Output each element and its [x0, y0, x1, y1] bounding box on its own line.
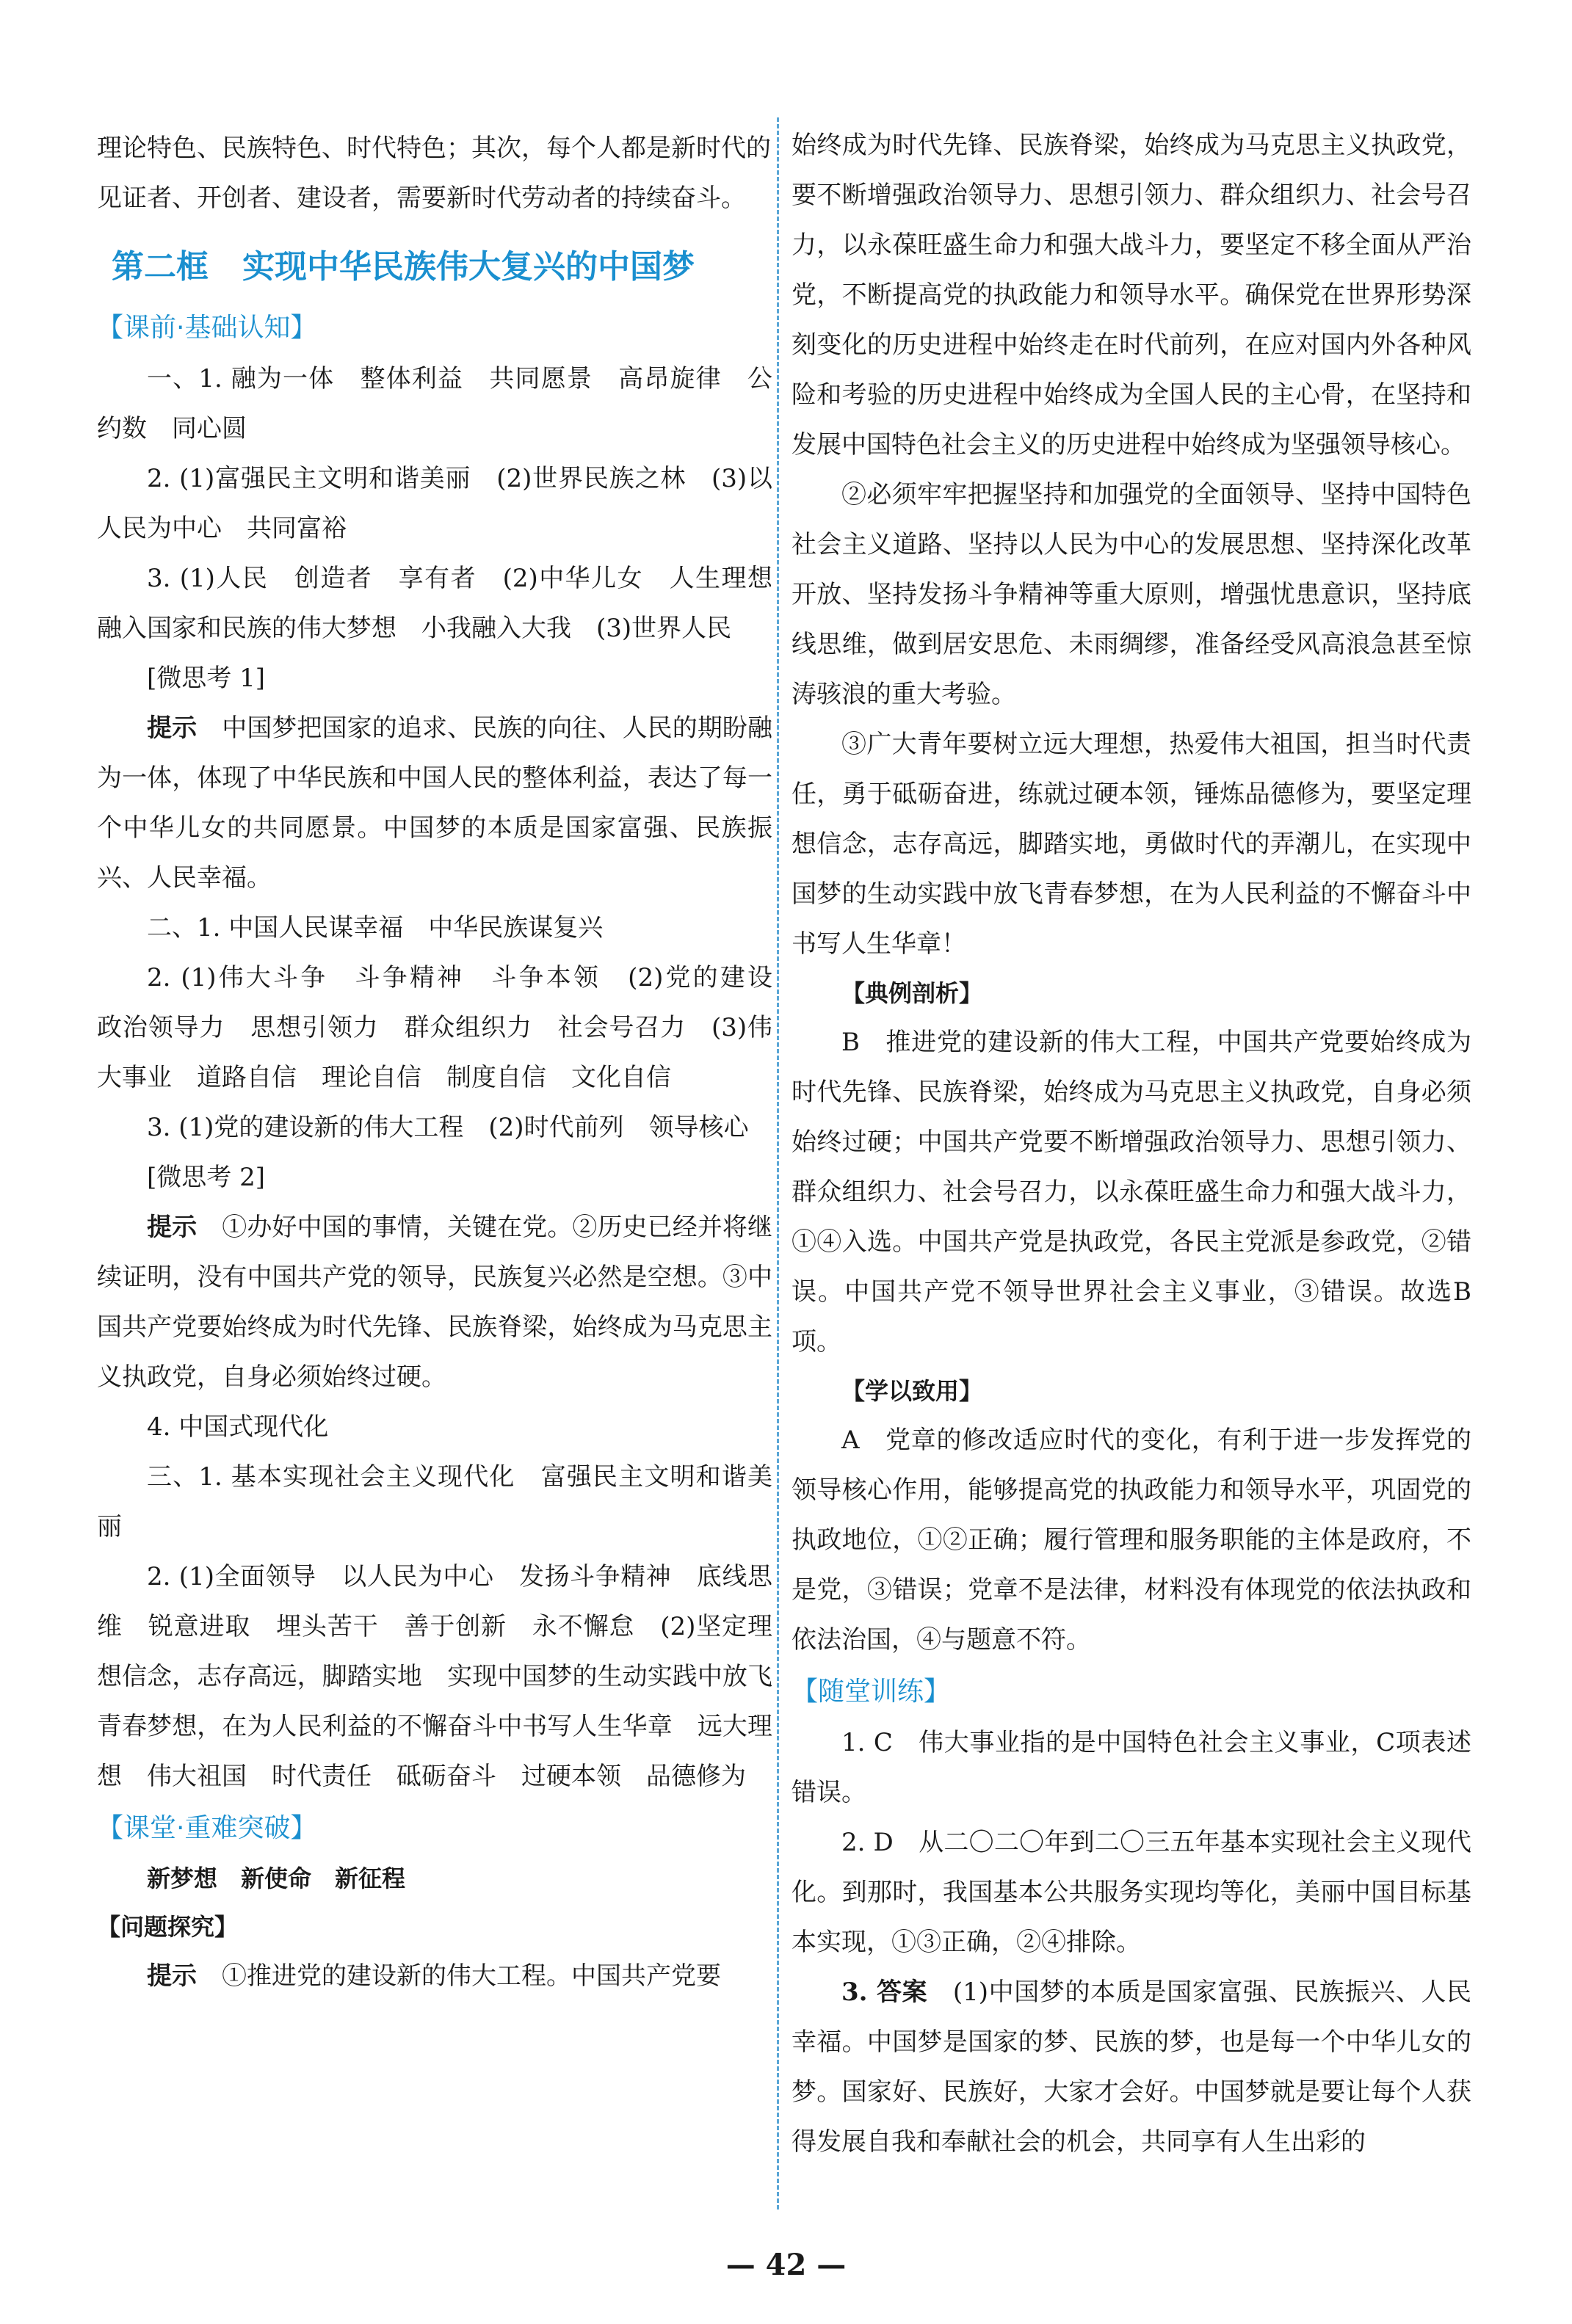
answer-1-3: 3. (1)人民 创造者 享有者 (2)中华儿女 人生理想融入国家和民族的伟大梦想 小我融入大我 (3)世界人民	[97, 564, 772, 643]
lesson-title	[112, 238, 772, 297]
probe-text: ①推进党的建设新的伟大工程。中国共产党要	[222, 1961, 721, 1991]
answer-2-2: 2. (1)伟大斗争 斗争精神 斗争本领 (2)党的建设 政治领导力 思想引领力 群众组织力 社会号召力 (3)伟大事业 道路自信 理论自信 制度自信 文化自信	[97, 963, 797, 1092]
tip-label: 提示	[147, 1961, 197, 1991]
probe-point-2: ②必须牢牢把握坚持和加强党的全面领导、坚持中国特色社会主义道路、坚持以人民为中心的发展思想、坚持深化改革开放、坚持发扬斗争精神等重大原则，增强忧患意识，坚持底线思维，做到居安思危、未雨绸缪，准备经受风高浪急甚至惊涛骇浪的重大考验。	[792, 480, 1471, 709]
lesson-heading: 实现中华民族伟大复兴的中国梦	[242, 248, 695, 286]
intro-line-1: 理论特色、民族特色、时代特色；其次，每个人都是新时代的	[97, 134, 771, 163]
heading-case: 【典例剖析】	[841, 979, 983, 1007]
training-2: 2. D 从二〇二〇年到二〇三五年基本实现社会主义现代化。到那时，我国基本公共服务实现均等化，美丽中国目标基本实现，①③正确，②④排除。	[792, 1828, 1471, 1957]
answer-3-1: 三、1. 基本实现社会主义现代化 富强民主文明和谐美丽	[97, 1462, 772, 1542]
tip-label: 提示	[147, 713, 198, 743]
section-class: 【课堂·重难突破】	[97, 1813, 317, 1843]
training-3	[792, 1967, 1471, 2167]
case-analysis: B 推进党的建设新的伟大工程，中国共产党要始终成为时代先锋、民族脊梁，始终成为马克思主义执政党，自身必须始终过硬；中国共产党要不断增强政治领导力、思想引领力、群众组织力、社会号召力，以永葆旺盛生命力和强大战斗力，①④入选。中国共产党是执政党，各民主党派是参政党，②错误。中国共产党不领导世界社会主义事业，③错误。故选B项。	[792, 1028, 1471, 1357]
heading-probe: 【问题探究】	[97, 1913, 239, 1941]
answer-1-1: 一、1. 融为一体 整体利益 共同愿景 高昂旋律 公约数 同心圆	[97, 364, 772, 443]
probe-continued: 始终成为时代先锋、民族脊梁，始终成为马克思主义执政党，要不断增强政治领导力、思想引领力、群众组织力、社会号召力，以永葆旺盛生命力和强大战斗力，要坚定不移全面从严治党，不断提高党的执政能力和领导水平。确保党在世界形势深刻变化的历史进程中始终走在时代前列，在应对国内外各种风险和考验的历史进程中始终成为全国人民的主心骨，在坚持和发展中国特色社会主义的历史进程中始终成为坚强领导核心。	[792, 131, 1471, 460]
training-3-text: (1)中国梦的本质是国家富强、民族振兴、人民幸福。中国梦是国家的梦、民族的梦，也是每一个中华儿女的梦。国家好、民族好，大家才会好。中国梦就是要让每个人获得发展自我和奉献社会的机会，共同享有人生出彩的	[792, 1978, 1472, 2157]
think-2-label: [微思考 2]	[147, 1163, 265, 1192]
section-training: 【随堂训练】	[792, 1677, 951, 1707]
answer-label: 3. 答案	[841, 1978, 928, 2007]
training-1: 1. C 伟大事业指的是中国特色社会主义事业，C项表述错误。	[792, 1728, 1471, 1807]
lesson-label: 第二框	[112, 248, 209, 286]
section-basic: 【课前·基础认知】	[97, 313, 317, 343]
think-2-answer	[97, 1202, 772, 1402]
right-column	[792, 120, 1471, 2167]
think-1-text: 中国梦把国家的追求、民族的向往、人民的期盼融为一体，体现了中华民族和中国人民的整体利益，表达了每一个中华儿女的共同愿景。中国梦的本质是国家富强、民族振兴、人民幸福。	[97, 713, 773, 893]
heading-new-dream: 新梦想 新使命 新征程	[147, 1864, 406, 1892]
apply-analysis: A 党章的修改适应时代的变化，有利于进一步发挥党的领导核心作用，能够提高党的执政能力和领导水平，巩固党的执政地位，①②正确；履行管理和服务职能的主体是政府，不是党，③错误；党章不是法律，材料没有体现党的依法执政和依法治国，④与题意不符。	[792, 1426, 1471, 1655]
think-1-answer	[97, 703, 772, 903]
probe-answer	[97, 1951, 772, 2001]
column-divider	[777, 117, 779, 2209]
answer-2-3: 3. (1)党的建设新的伟大工程 (2)时代前列 领导核心	[147, 1113, 749, 1142]
tip-label: 提示	[147, 1213, 198, 1242]
answer-3-2: 2. (1)全面领导 以人民为中心 发扬斗争精神 底线思维 锐意进取 埋头苦干 善于创新 永不懈怠 (2)坚定理想信念，志存高远，脚踏实地 实现中国梦的生动实践中放飞青春梦想，在为人民利益的不懈奋斗中书写人生华章 远大理想 伟大祖国 时代责任 砥砺奋斗 过硬本领 品德修为	[97, 1562, 772, 1791]
page-number: — 42 —	[725, 2248, 847, 2282]
think-2-text: ①办好中国的事情，关键在党。②历史已经并将继续证明，没有中国共产党的领导，民族复兴必然是空想。③中国共产党要始终成为时代先锋、民族脊梁，始终成为马克思主义执政党，自身必须始终过硬。	[97, 1213, 773, 1392]
answer-2-4: 4. 中国式现代化	[147, 1412, 329, 1442]
left-column	[97, 123, 797, 2001]
intro-line-2: 见证者、开创者、建设者，需要新时代劳动者的持续奋斗。	[97, 184, 746, 213]
answer-1-2: 2. (1)富强民主文明和谐美丽 (2)世界民族之林 (3)以人民为中心 共同富裕	[97, 464, 772, 543]
think-1-label: [微思考 1]	[147, 664, 265, 693]
answer-2-1: 二、1. 中国人民谋幸福 中华民族谋复兴	[147, 913, 604, 943]
probe-point-3: ③广大青年要树立远大理想，热爱伟大祖国，担当时代责任，勇于砥砺奋进，练就过硬本领，锤炼品德修为，要坚定理想信念，志存高远，脚踏实地，勇做时代的弄潮儿，在实现中国梦的生动实践中放飞青春梦想，在为人民利益的不懈奋斗中书写人生华章！	[792, 730, 1471, 959]
heading-apply: 【学以致用】	[841, 1377, 983, 1405]
